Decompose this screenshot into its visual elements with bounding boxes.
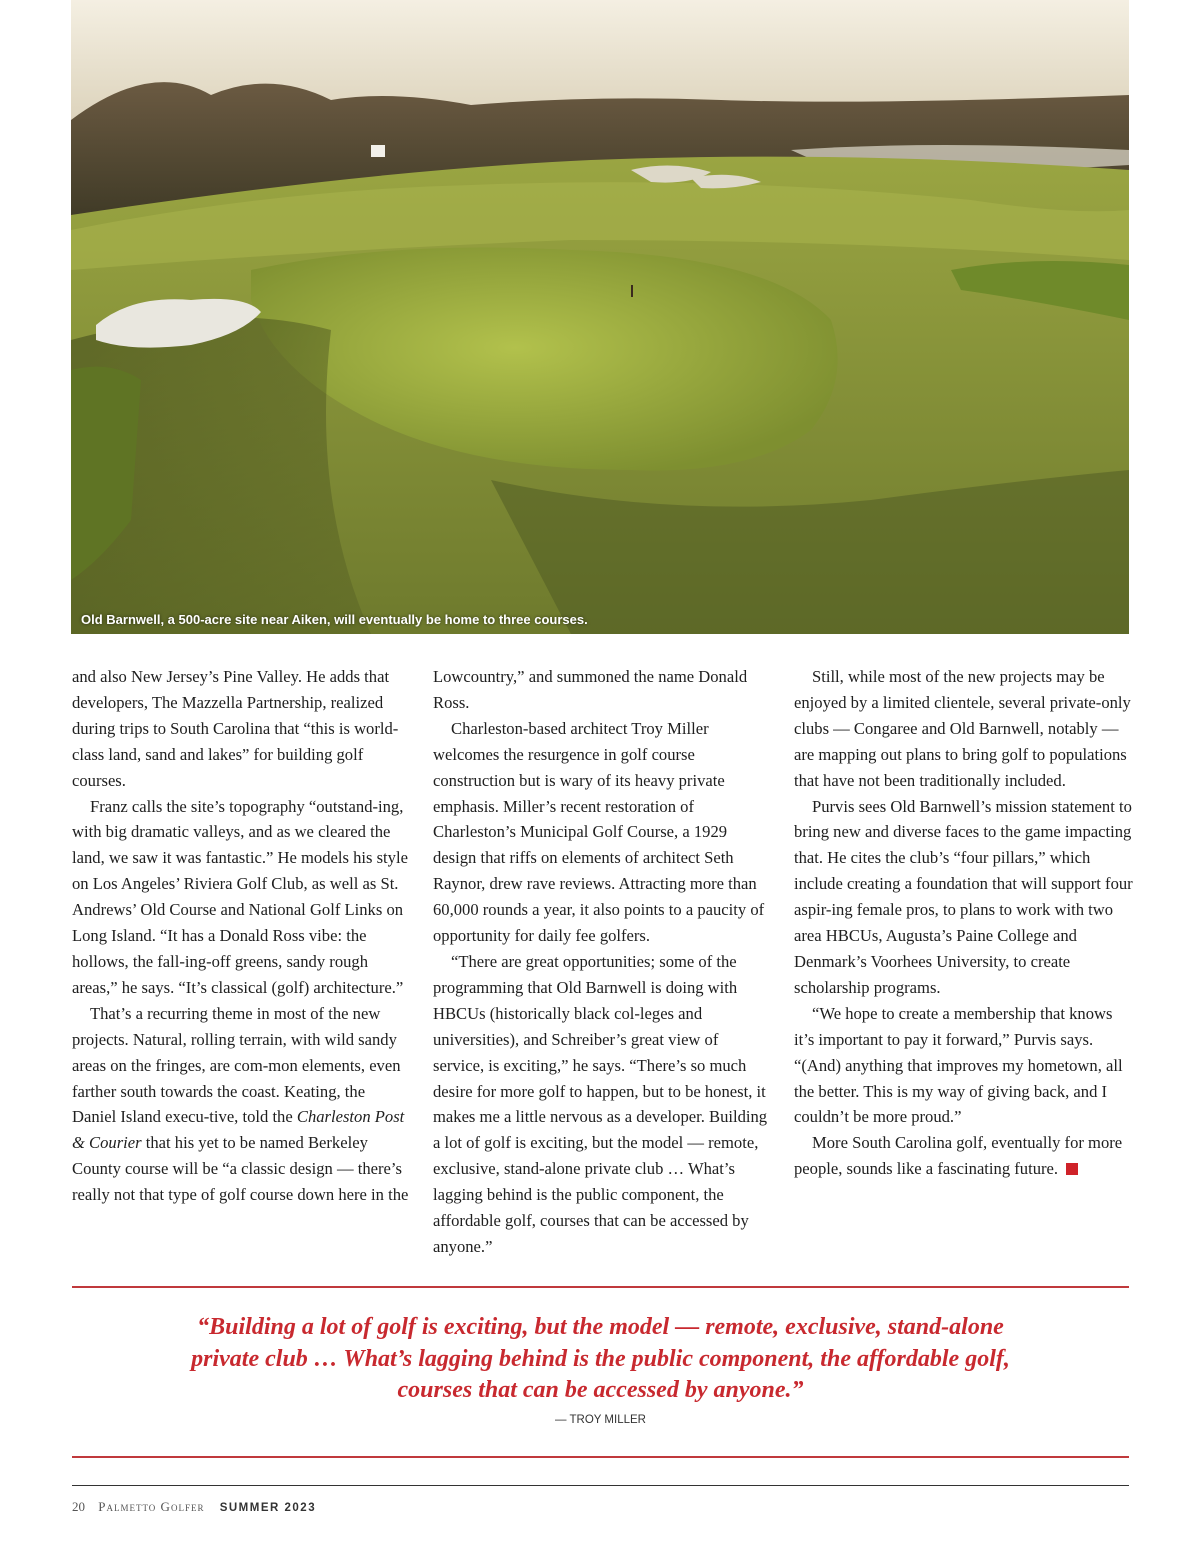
page-footer bbox=[72, 1499, 316, 1515]
pull-quote-line: courses that can be accessed by anyone.” bbox=[397, 1377, 804, 1403]
pull-quote-attribution: — TROY MILLER bbox=[555, 1414, 646, 1426]
paragraph-text: That’s a recurring theme in most of the new projects. Natural, rolling terrain, with wild sandy areas on the fringes, are com-mon elements, even farther south towards the coast. Keating, the Daniel Island execu-tive, told the bbox=[72, 1003, 401, 1127]
paragraph-text: More South Carolina golf, eventually for more people, sounds like a fascinating future. bbox=[794, 1133, 1123, 1179]
paragraph: Charleston-based architect Troy Miller welcomes the resurgence in golf course construction but is wary of its heavy private emphasis. Miller’s recent restoration of Charleston’s Municipal Golf Course, a 1929 design that riffs on elements of architect Seth Raynor, drew rave reviews. Attracting more than 60,000 rounds a year, it also points to a paucity of opportunity for daily fee golfers. bbox=[433, 718, 765, 946]
publication-title: Charleston Post & Courier bbox=[72, 1107, 405, 1153]
pullquote-bottom-rule bbox=[72, 1456, 1129, 1458]
paragraph: Still, while most of the new projects may be enjoyed by a limited clientele, several private-only clubs — Congaree and Old Barnwell, notably — are mapping out plans to bring golf to populations that have not been traditionally included. bbox=[794, 667, 1131, 790]
paragraph: Lowcountry,” and summoned the name Donald Ross. bbox=[433, 667, 748, 712]
end-mark-icon bbox=[1066, 1163, 1078, 1175]
column-2 bbox=[433, 664, 773, 1260]
hero-photo bbox=[71, 0, 1129, 634]
pull-quote-line: private club … What’s lagging behind is the public component, the affordable golf, bbox=[191, 1345, 1010, 1372]
paragraph bbox=[794, 1130, 1134, 1182]
photo-caption: Old Barnwell, a 500-acre site near Aiken, will eventually be home to three courses. bbox=[81, 612, 588, 627]
footer-rule bbox=[72, 1485, 1129, 1486]
pull-quote-line: “Building a lot of golf is exciting, but the model — remote, exclusive, stand-alone bbox=[197, 1314, 1004, 1340]
paragraph: and also New Jersey’s Pine Valley. He adds that developers, The Mazzella Partnership, realized during trips to South Carolina that “this is world-class land, sand and lakes” for building golf courses. bbox=[72, 667, 399, 790]
paragraph: Purvis sees Old Barnwell’s mission statement to bring new and diverse faces to the game impacting that. He cites the club’s “four pillars,” which include creating a foundation that will support four aspir-ing female pros, to plans to work with two area HBCUs, Augusta’s Paine College and Denmark’s Voorhees University, to create scholarship programs. bbox=[794, 796, 1133, 997]
paragraph bbox=[72, 1001, 412, 1208]
pull-quote bbox=[72, 1312, 1129, 1407]
issue-label: SUMMER 2023 bbox=[219, 1502, 317, 1514]
magazine-name: Palmetto Golfer bbox=[98, 1499, 205, 1514]
page-number: 20 bbox=[72, 1499, 85, 1514]
paragraph: “There are great opportunities; some of the programming that Old Barnwell is doing with HBCUs (historically black col-leges and universities), and Schreiber’s great view of service, is exciting,” he says. “There’s so much desire for more golf to happen, but to be honest, it makes me a little nervous as a developer. Building a lot of golf is exciting, but the model — remote, exclusive, stand-alone private club … What’s lagging behind is the public component, the affordable golf, courses that can be accessed by anyone.” bbox=[433, 951, 768, 1256]
column-3 bbox=[794, 664, 1134, 1182]
golf-course-illustration bbox=[71, 0, 1129, 634]
article-body bbox=[72, 664, 1133, 1264]
paragraph: “We hope to create a membership that knows it’s important to pay it forward,” Purvis says. “(And) anything that improves my hometown, all the better. This is my way of giving back, and I couldn’t be more proud.” bbox=[794, 1003, 1123, 1127]
pullquote-top-rule bbox=[72, 1286, 1129, 1288]
paragraph-text: that his yet to be named Berkeley County course will be “a classic design — there’s really not that type of golf course down here in the bbox=[72, 1133, 409, 1205]
paragraph: Franz calls the site’s topography “outstand-ing, with big dramatic valleys, and as we cleared the land, we saw it was fantastic.” He models his style on Los Angeles’ Riviera Golf Club, as well as St. Andrews’ Old Course and National Golf Links on Long Island. “It has a Donald Ross vibe: the hollows, the fall-ing-off greens, sandy rough areas,” he says. “It’s classical (golf) architecture.” bbox=[72, 796, 408, 997]
column-1 bbox=[72, 664, 412, 1208]
